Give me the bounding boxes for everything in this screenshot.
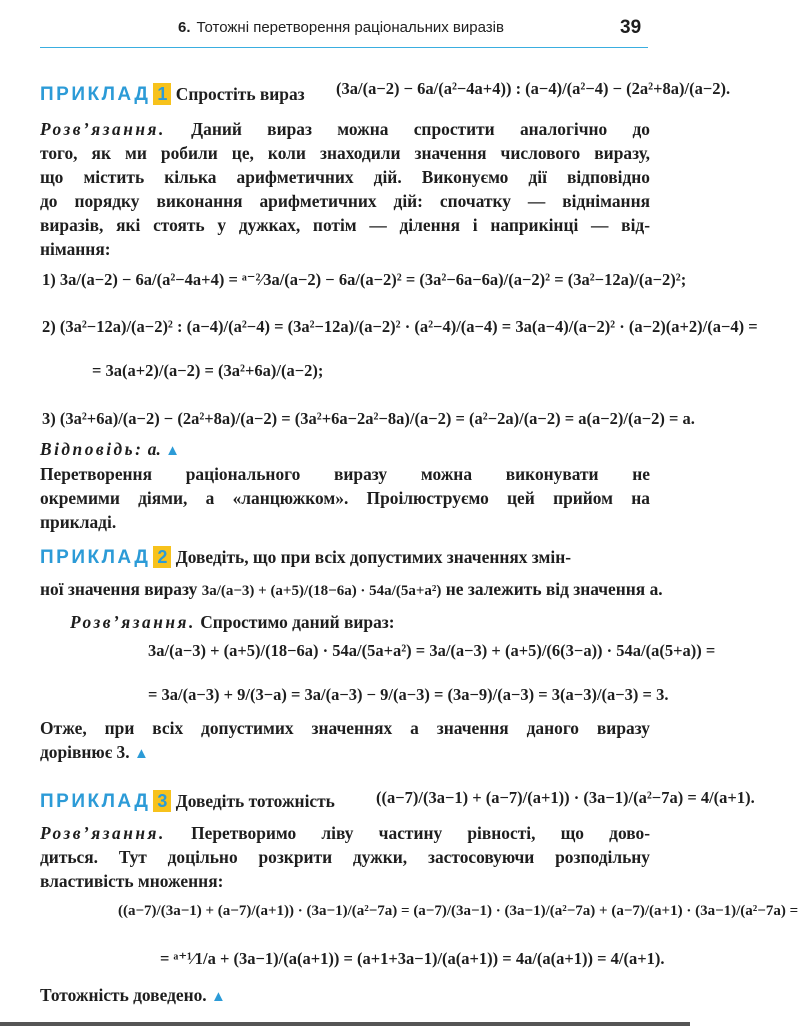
running-header xyxy=(178,19,504,36)
example2-solution: Розв’язання. Спростимо даний вираз: xyxy=(70,612,395,632)
example3-text-line: диться. Тут доцільно розкрити дужки, застосовуючи розподільну xyxy=(40,847,650,867)
example2-expression: 3a/(a−3) + (a+5)/(18−6a) · 54a/(5a+a²) xyxy=(201,583,442,599)
chapter-number: 6. xyxy=(178,19,191,36)
example-number-badge: 3 xyxy=(153,790,171,812)
page-bottom-edge xyxy=(0,1022,690,1026)
end-of-solution-icon: ▲ xyxy=(211,989,226,1005)
example3-text-line: Розв’язання. Перетворимо ліву частину рівності, що дово- xyxy=(40,823,650,843)
example-label: ПРИКЛАД xyxy=(40,547,151,568)
example3-text-line: властивість множення: xyxy=(40,871,224,891)
example1-text-line: Розв’язання. Даний вираз можна спростити аналогічно до xyxy=(40,119,650,139)
conclusion-line: дорівнює 3. ▲ xyxy=(40,742,149,762)
example2-heading xyxy=(40,545,650,570)
formula-step-2-continued: = 3a(a+2)/(a−2) = (3a²+6a)/(a−2); xyxy=(92,361,324,380)
paragraph-line: прикладі. xyxy=(40,512,117,532)
example1-text-line: виразів, які стоять у дужках, потім — ділення і наприкінці — від- xyxy=(40,215,650,235)
example-prompt: Доведіть тотожність xyxy=(175,791,335,811)
header-rule xyxy=(40,47,648,48)
example1-text-line: німання: xyxy=(40,239,111,259)
paragraph-line: Перетворення раціонального виразу можна виконувати не xyxy=(40,464,650,484)
formula-line: = 3a/(a−3) + 9/(3−a) = 3a/(a−3) − 9/(a−3) = (3a−9)/(a−3) = 3(a−3)/(a−3) = 3. xyxy=(148,685,669,704)
example1-expression: (3a/(a−2) − 6a/(a²−4a+4)) : (a−4)/(a²−4) − (2a²+8a)/(a−2). xyxy=(336,79,731,98)
example1-text-line: того, як ми робили це, коли знаходили значення числового виразу, xyxy=(40,143,650,163)
solution-label: Розв’язання. xyxy=(70,612,196,632)
example1-text-line: що містить кілька арифметичних дій. Виконуємо дії відповідно xyxy=(40,167,650,187)
formula-step-3: 3) (3a²+6a)/(a−2) − (2a²+8a)/(a−2) = (3a²+6a−2a²−8a)/(a−2) = (a²−2a)/(a−2) = a(a−2)/(a−2) = a. xyxy=(42,409,695,428)
formula-line: 3a/(a−3) + (a+5)/(18−6a) · 54a/(5a+a²) = 3a/(a−3) + (a+5)/(6(3−a)) · 54a/(a(5+a)) = xyxy=(148,641,716,660)
formula-line: = ᵃ⁺¹⁄1/a + (3a−1)/(a(a+1)) = (a+1+3a−1)/(a(a+1)) = 4a/(a(a+1)) = 4/(a+1). xyxy=(160,949,665,968)
conclusion-line: Тотожність доведено. ▲ xyxy=(40,985,226,1005)
end-of-solution-icon: ▲ xyxy=(165,443,181,459)
answer-label: Відповідь: xyxy=(40,439,144,459)
answer-value: a. xyxy=(147,439,161,459)
formula-step-2: 2) (3a²−12a)/(a−2)² : (a−4)/(a²−4) = (3a²−12a)/(a−2)² · (a²−4)/(a−4) = 3a(a−4)/(a−2)² · (a−2)(a+2)/(a−4) = xyxy=(42,317,758,336)
example-number-badge: 1 xyxy=(153,83,171,105)
conclusion-line: Отже, при всіх допустимих значеннях a значення даного виразу xyxy=(40,718,650,738)
end-of-solution-icon: ▲ xyxy=(133,746,149,762)
formula-step-1: 1) 3a/(a−2) − 6a/(a²−4a+4) = ᵃ⁻²⁄3a/(a−2) − 6a/(a−2)² = (3a²−6a−6a)/(a−2)² = (3a²−12a)/(a−2)²; xyxy=(42,270,687,289)
example1-text-line: до порядку виконання арифметичних дій: спочатку — віднімання xyxy=(40,191,650,211)
example-prompt: Доведіть, що при всіх допустимих значеннях змін- xyxy=(175,547,572,567)
example-prompt: Спростіть вираз xyxy=(175,84,305,104)
solution-label: Розв’язання. xyxy=(40,119,166,139)
example-label: ПРИКЛАД xyxy=(40,84,151,105)
example2-prompt-line: ної значення виразу 3a/(a−3) + (a+5)/(18−6a) · 54a/(5a+a²) не залежить від значення a. xyxy=(40,579,663,599)
answer-line xyxy=(40,437,650,463)
example-number-badge: 2 xyxy=(153,546,171,568)
solution-label: Розв’язання. xyxy=(40,823,166,843)
formula-line: ((a−7)/(3a−1) + (a−7)/(a+1)) · (3a−1)/(a²−7a) = (a−7)/(3a−1) · (3a−1)/(a²−7a) + (a−7)/(a+1) · (3a−1)/(a²−7a) = xyxy=(118,903,798,919)
page-number: 39 xyxy=(620,17,642,38)
paragraph-line: окремими діями, а «ланцюжком». Проілюструємо цей прийом на xyxy=(40,488,650,508)
example-label: ПРИКЛАД xyxy=(40,791,151,812)
example3-expression: ((a−7)/(3a−1) + (a−7)/(a+1)) · (3a−1)/(a²−7a) = 4/(a+1). xyxy=(376,788,755,807)
chapter-title: Тотожні перетворення раціональних виразів xyxy=(196,19,504,36)
